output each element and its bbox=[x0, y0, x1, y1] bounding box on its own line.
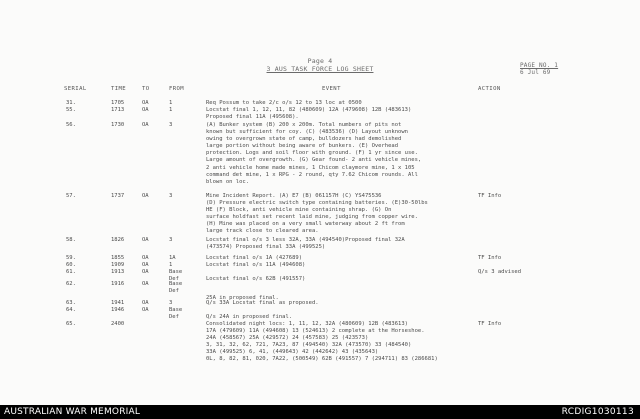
serial-cell: 58. bbox=[66, 237, 76, 243]
serial-cell: 62. bbox=[66, 281, 76, 287]
column-header-to: TO bbox=[142, 86, 150, 92]
event-line: (D) Pressure electric switch type containing batteries. (E)30-50lbs bbox=[206, 200, 428, 207]
event-line: Large amount of overgrowth. (G) Gear found- 2 anti vehicle mines, bbox=[206, 157, 422, 164]
event-line bbox=[206, 307, 292, 314]
from-line: Base bbox=[169, 269, 183, 275]
from-line: 3 bbox=[169, 237, 173, 243]
from-cell bbox=[169, 107, 172, 114]
from-line: 1 bbox=[169, 107, 173, 113]
event-line: protection. Logs and soil floor with ground. (F) 1 yr since use. bbox=[206, 150, 418, 157]
time-cell: 1913 bbox=[111, 269, 125, 275]
from-cell bbox=[169, 122, 172, 129]
event-line: Locstat final o/s 1A (427689) bbox=[206, 255, 303, 261]
from-line: 1 bbox=[169, 262, 173, 268]
action-cell: TF Info bbox=[478, 255, 502, 261]
event-line: known but sufficient for coy. (C) (483536) (D) Layout unknown bbox=[206, 129, 408, 136]
serial-cell: 65. bbox=[66, 321, 76, 327]
event-line: owing to overgrown state of camp, bulldozers had demolished bbox=[206, 136, 402, 143]
from-cell bbox=[169, 281, 182, 295]
event-line: large portion without being aware of bunkers. (E) Overhead bbox=[206, 143, 399, 150]
to-cell: OA bbox=[142, 107, 149, 113]
event-line: (H) Mine was placed on a very small waterway about 2 ft from bbox=[206, 221, 405, 228]
event-line: 0L, 8, 82, 81, 020, 7A22, (500549) 62B (491557) 7 (294711) 83 (286681) bbox=[206, 356, 438, 363]
time-cell: 1855 bbox=[111, 255, 125, 261]
time-cell: 1941 bbox=[111, 300, 125, 306]
page-reference bbox=[520, 62, 580, 76]
serial-cell: 31. bbox=[66, 100, 76, 106]
page-date: 6 Jul 69 bbox=[520, 69, 551, 76]
time-cell: 1737 bbox=[111, 193, 125, 199]
event-cell bbox=[206, 307, 292, 321]
event-cell bbox=[206, 193, 428, 236]
event-line: (A) Bunker system (B) 200 x 200m. Total numbers of pits not bbox=[206, 122, 402, 128]
event-line: 33A (499525) 6, 41, (449643) 42 (442642) 43 (435643) bbox=[206, 349, 379, 356]
event-cell bbox=[206, 122, 421, 186]
time-cell: 2400 bbox=[111, 321, 125, 327]
time-cell: 1705 bbox=[111, 100, 125, 106]
action-cell: TF Info bbox=[478, 321, 502, 327]
to-cell: OA bbox=[142, 262, 149, 268]
to-cell: OA bbox=[142, 122, 149, 128]
time-cell: 1713 bbox=[111, 107, 125, 113]
event-line: 3, 31, 32, 62, 721, 7A23, 87 (494540) 32A (473570) 33 (484540) bbox=[206, 342, 412, 349]
event-line: Locstat final 1, 12, 11, 82 (480609) 12A (479608) 12B (483613) bbox=[206, 107, 412, 113]
event-line: HE (F) Block, anti vehicle mine containing shrap. (G) On bbox=[206, 207, 392, 214]
from-line: 3 bbox=[169, 122, 173, 128]
column-header-time: TIME bbox=[111, 86, 127, 92]
from-line: Def bbox=[169, 288, 179, 295]
from-line: 3 bbox=[169, 300, 173, 306]
event-line: large track close to cleared area. bbox=[206, 228, 319, 235]
event-line bbox=[206, 281, 279, 288]
footer-record-id: RCDIG1030113 bbox=[561, 407, 634, 417]
event-line: Mine Incident Report. (A) E7 (B) 061157H (C) YS475536 bbox=[206, 193, 382, 199]
page-title bbox=[240, 57, 400, 73]
event-line: blown on loc. bbox=[206, 178, 250, 185]
event-cell bbox=[206, 321, 438, 364]
serial-cell: 60. bbox=[66, 262, 76, 268]
from-line: 1A bbox=[169, 255, 176, 261]
event-line: Q/s 24A in proposed final. bbox=[206, 314, 293, 321]
action-cell: Q/s 3 advised bbox=[478, 269, 522, 275]
event-line: (473574) Proposed final 33A (499525) bbox=[206, 244, 326, 251]
event-line: 24A (458567) 25A (429572) 24 (457583) 25 (423573) bbox=[206, 335, 369, 342]
from-line: 1 bbox=[169, 100, 173, 106]
event-line: 25A in proposed final. bbox=[206, 295, 279, 302]
from-cell bbox=[169, 193, 172, 200]
column-header-serial: SERIAL bbox=[64, 86, 87, 92]
event-cell bbox=[206, 237, 405, 251]
serial-cell: 61. bbox=[66, 269, 76, 275]
event-line: Q/s 33A Locstat final as proposed. bbox=[206, 300, 319, 306]
serial-cell: 56. bbox=[66, 122, 76, 128]
to-cell: OA bbox=[142, 193, 149, 199]
archive-footer bbox=[0, 405, 640, 419]
to-cell: OA bbox=[142, 300, 149, 306]
from-line: 3 bbox=[169, 193, 173, 199]
to-cell: OA bbox=[142, 307, 149, 313]
to-cell: OA bbox=[142, 281, 149, 287]
event-line: command det mine, 1 x RPG - 2 round, qty 7.62 Chicom rounds. All bbox=[206, 171, 418, 178]
serial-cell: 57. bbox=[66, 193, 76, 199]
event-line: Consolidated night locs: 1, 11, 12, 32A (480609) 12B (483613) bbox=[206, 321, 408, 327]
serial-cell: 55. bbox=[66, 107, 76, 113]
footer-institution: AUSTRALIAN WAR MEMORIAL bbox=[4, 407, 141, 417]
action-cell: TF Info bbox=[478, 193, 502, 199]
column-header-event: EVENT bbox=[322, 86, 341, 92]
to-cell: OA bbox=[142, 237, 149, 243]
event-line: Locstat final o/s 11A (494608) bbox=[206, 262, 306, 268]
page-number: PAGE NO. 1 bbox=[520, 62, 559, 69]
from-line: Def bbox=[169, 314, 179, 321]
event-line bbox=[206, 269, 305, 276]
time-cell: 1946 bbox=[111, 307, 125, 313]
to-cell: OA bbox=[142, 269, 149, 275]
event-line: 2 anti vehicle home made mines, 1 Chicom claymore mine, 1 x 105 bbox=[206, 164, 415, 171]
serial-cell: 63. bbox=[66, 300, 76, 306]
title-line-2: 3 AUS TASK FORCE LOG SHEET bbox=[266, 65, 374, 73]
event-line: Req Possum to take 2/c o/s 12 to 13 loc at 0500 bbox=[206, 100, 362, 106]
event-line: Locstat final o/s 62B (491557) bbox=[206, 276, 306, 283]
time-cell: 1909 bbox=[111, 262, 125, 268]
column-header-from: FROM bbox=[169, 86, 185, 92]
event-line: Proposed final 11A (495608). bbox=[206, 114, 299, 121]
serial-cell: 59. bbox=[66, 255, 76, 261]
time-cell: 1916 bbox=[111, 281, 125, 287]
serial-cell: 64. bbox=[66, 307, 76, 313]
to-cell: OA bbox=[142, 100, 149, 106]
event-line: surface holdfast set recent laid mine, judging from copper wire. bbox=[206, 214, 418, 221]
from-cell bbox=[169, 307, 182, 321]
title-line-1: Page 4 bbox=[307, 57, 333, 65]
from-line: Base bbox=[169, 281, 183, 287]
from-line: Base bbox=[169, 307, 183, 313]
to-cell: OA bbox=[142, 255, 149, 261]
time-cell: 1730 bbox=[111, 122, 125, 128]
from-cell bbox=[169, 237, 172, 244]
event-cell bbox=[206, 107, 411, 121]
time-cell: 1826 bbox=[111, 237, 125, 243]
event-line: 17A (479609) 11A (494608) 13 (524613) 2 complete at the Horseshoe. bbox=[206, 328, 425, 335]
event-line bbox=[206, 288, 279, 295]
event-line: Locstat final o/s 3 less 32A, 33A (494540)Proposed final 32A bbox=[206, 237, 405, 243]
from-line: Def bbox=[169, 276, 179, 283]
column-header-action: ACTION bbox=[478, 86, 501, 92]
